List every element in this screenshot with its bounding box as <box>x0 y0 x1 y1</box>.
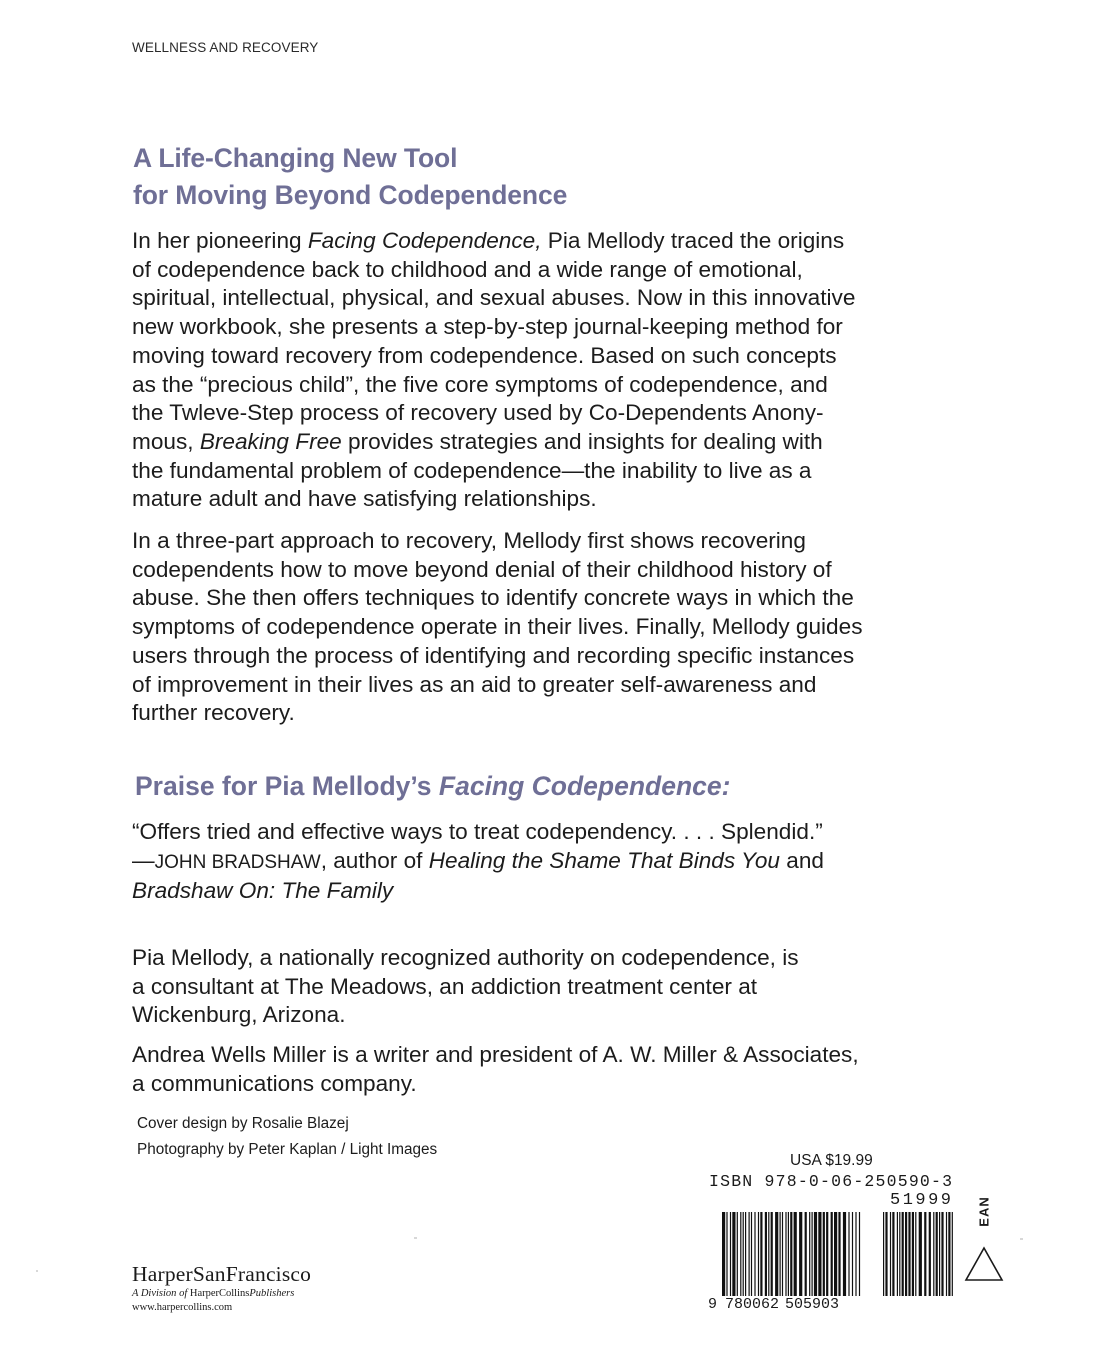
barcode-bar <box>823 1212 825 1296</box>
praise-quote <box>132 818 937 906</box>
barcode-bar <box>814 1212 817 1296</box>
barcode-bar <box>892 1212 894 1296</box>
publisher-website: www.harpercollins.com <box>132 1302 233 1313</box>
barcode-bar <box>722 1212 725 1296</box>
publisher-logo: HarperSanFrancisco <box>132 1262 312 1286</box>
speck <box>414 1237 417 1239</box>
approach-line: In a three-part approach to recovery, Mellody first shows recovering <box>132 528 806 553</box>
bio-line: a communications company. <box>132 1070 417 1096</box>
barcode-digits: 9 780062 505903 <box>708 1296 840 1313</box>
author-bio-mellody <box>132 944 937 1030</box>
barcode-bar <box>754 1212 755 1296</box>
barcode-bar <box>890 1212 891 1296</box>
barcode-bar <box>726 1212 727 1296</box>
intro-line: the fundamental problem of codependence—the inability to live as a <box>132 457 812 483</box>
barcode-bar <box>908 1212 910 1296</box>
headline-line-2: for Moving Beyond Codependence <box>133 180 568 210</box>
barcode-bar <box>831 1212 833 1296</box>
approach-line: further recovery. <box>132 700 295 726</box>
intro-line: mature adult and have satisfying relationships. <box>132 486 597 512</box>
barcode-bar <box>751 1212 752 1296</box>
barcode-bar <box>936 1212 938 1296</box>
barcode-bar <box>929 1212 931 1296</box>
book-title-breaking-free: Breaking Free <box>199 428 342 454</box>
intro-line: of codependence back to childhood and a wide range of emotional, <box>132 256 803 282</box>
headline-line-1: A Life-Changing New Tool <box>133 143 458 173</box>
barcode-bar <box>939 1212 940 1296</box>
barcode-bar <box>775 1212 778 1296</box>
barcode-bar <box>758 1212 759 1296</box>
cover-design-credit: Cover design by Rosalie Blazej <box>137 1115 349 1132</box>
quote-text: “Offers tried and effective ways to treat codependency. . . . Splendid.” <box>132 819 823 844</box>
approach-paragraph <box>132 527 937 728</box>
barcode-bar <box>834 1212 837 1296</box>
barcode-bar <box>765 1212 767 1296</box>
intro-line: moving toward recovery from codependence. Based on such concepts <box>132 342 837 368</box>
intro-line: new workbook, she presents a step-by-step journal-keeping method for <box>132 314 843 340</box>
bio-line: Andrea Wells Miller is a writer and president of A. W. Miller & Associates, <box>132 1042 859 1067</box>
barcode-bar <box>809 1212 810 1296</box>
speck <box>36 1270 38 1272</box>
barcode-bar <box>818 1212 821 1296</box>
barcode-bar <box>799 1212 802 1296</box>
headline <box>133 140 567 214</box>
book-title-facing-codependence: Facing Codependence, <box>307 228 542 253</box>
barcode-bar <box>843 1212 846 1296</box>
intro-line: as the “precious child”, the five core symptoms of codependence, and <box>132 371 828 397</box>
price-label: USA $19.99 <box>790 1152 873 1169</box>
barcode-bar <box>848 1212 849 1296</box>
barcode-bar <box>946 1212 947 1296</box>
barcode-bar <box>897 1212 898 1296</box>
barcode-addon-icon <box>882 1212 954 1296</box>
intro-line: the Twleve-Step process of recovery used by Co-Dependents Anony- <box>132 400 824 426</box>
barcode-bar <box>794 1212 797 1296</box>
warning-triangle-icon <box>964 1246 1004 1282</box>
bio-line: a consultant at The Meadows, an addiction treatment center at <box>132 973 758 999</box>
barcode-bar <box>740 1212 741 1296</box>
barcode-bar <box>737 1212 738 1296</box>
intro-paragraph <box>132 227 937 514</box>
quote-attribution: —JOHN BRADSHAW, author of Healing the Shame That Binds You and <box>132 847 824 873</box>
barcode-bar <box>899 1212 900 1296</box>
intro-line: spiritual, intellectual, physical, and sexual abuses. Now in this innovative <box>132 285 856 311</box>
barcode-bar <box>788 1212 789 1296</box>
book-title-healing: Healing the Shame That Binds You <box>428 847 780 873</box>
ean-label: EAN <box>976 1195 992 1227</box>
approach-line: abuse. She then offers techniques to identify concrete ways in which the <box>132 585 854 611</box>
barcode-bar <box>826 1212 828 1296</box>
barcode-bar <box>743 1212 744 1296</box>
barcode-bar <box>915 1212 916 1296</box>
price-code: 51999 <box>890 1191 954 1210</box>
approach-line: codependents how to move beyond denial of their childhood history of <box>132 556 832 582</box>
book-title-bradshaw-on: Bradshaw On: The Family <box>132 878 394 904</box>
barcode-bar <box>924 1212 926 1296</box>
barcode-bar <box>745 1212 746 1296</box>
barcode-bar <box>948 1212 950 1296</box>
barcode-bar <box>838 1212 840 1296</box>
speck <box>1020 1238 1023 1240</box>
barcode-bar <box>730 1212 731 1296</box>
intro-line: mous, Breaking Free provides strategies and insights for dealing with <box>132 428 823 454</box>
praise-heading: Praise for Pia Mellody’s Facing Codependence: <box>135 771 731 801</box>
barcode-bar <box>941 1212 943 1296</box>
barcode-bar <box>749 1212 750 1296</box>
bio-line: Wickenburg, Arizona. <box>132 1002 346 1028</box>
barcode-bar <box>905 1212 907 1296</box>
barcode-bar <box>859 1212 860 1296</box>
barcode-bar <box>855 1212 856 1296</box>
barcode-bar <box>760 1212 762 1296</box>
barcode-bar <box>782 1212 783 1296</box>
approach-line: users through the process of identifying and recording specific instances <box>132 642 855 668</box>
author-bio-miller <box>132 1041 937 1098</box>
isbn-number: ISBN 978-0-06-250590-3 <box>709 1172 954 1191</box>
barcode-bar <box>785 1212 786 1296</box>
barcode-bar <box>812 1212 813 1296</box>
barcode-bar <box>732 1212 735 1296</box>
publisher-division: A Division of HarperCollinsPublishers <box>132 1288 295 1299</box>
barcode-bar <box>933 1212 934 1296</box>
quote-attribution-cont <box>132 877 937 906</box>
barcode-bar <box>885 1212 887 1296</box>
barcode-bar <box>912 1212 914 1296</box>
barcode-bar <box>780 1212 781 1296</box>
barcode-bar <box>952 1212 953 1296</box>
barcode-bar <box>902 1212 904 1296</box>
barcode-bar <box>790 1212 792 1296</box>
barcode-main-icon <box>721 1212 861 1296</box>
barcode-bar <box>919 1212 922 1296</box>
barcode-bar <box>883 1212 884 1296</box>
approach-line: symptoms of codependence operate in their lives. Finally, Mellody guides <box>132 614 863 640</box>
bio-line: Pia Mellody, a nationally recognized authority on codependence, is <box>132 945 799 970</box>
author-name: JOHN BRADSHAW <box>154 851 321 873</box>
intro-line: In her pioneering Facing Codependence, Pia Mellody traced the origins <box>132 228 845 253</box>
approach-line: of improvement in their lives as an aid to greater self-awareness and <box>132 671 817 697</box>
category-label: WELLNESS AND RECOVERY <box>132 40 319 55</box>
barcode-bar <box>852 1212 853 1296</box>
barcode-bar <box>768 1212 769 1296</box>
barcode-bar <box>805 1212 807 1296</box>
barcode-bar <box>771 1212 773 1296</box>
photography-credit: Photography by Peter Kaplan / Light Images <box>137 1141 438 1158</box>
